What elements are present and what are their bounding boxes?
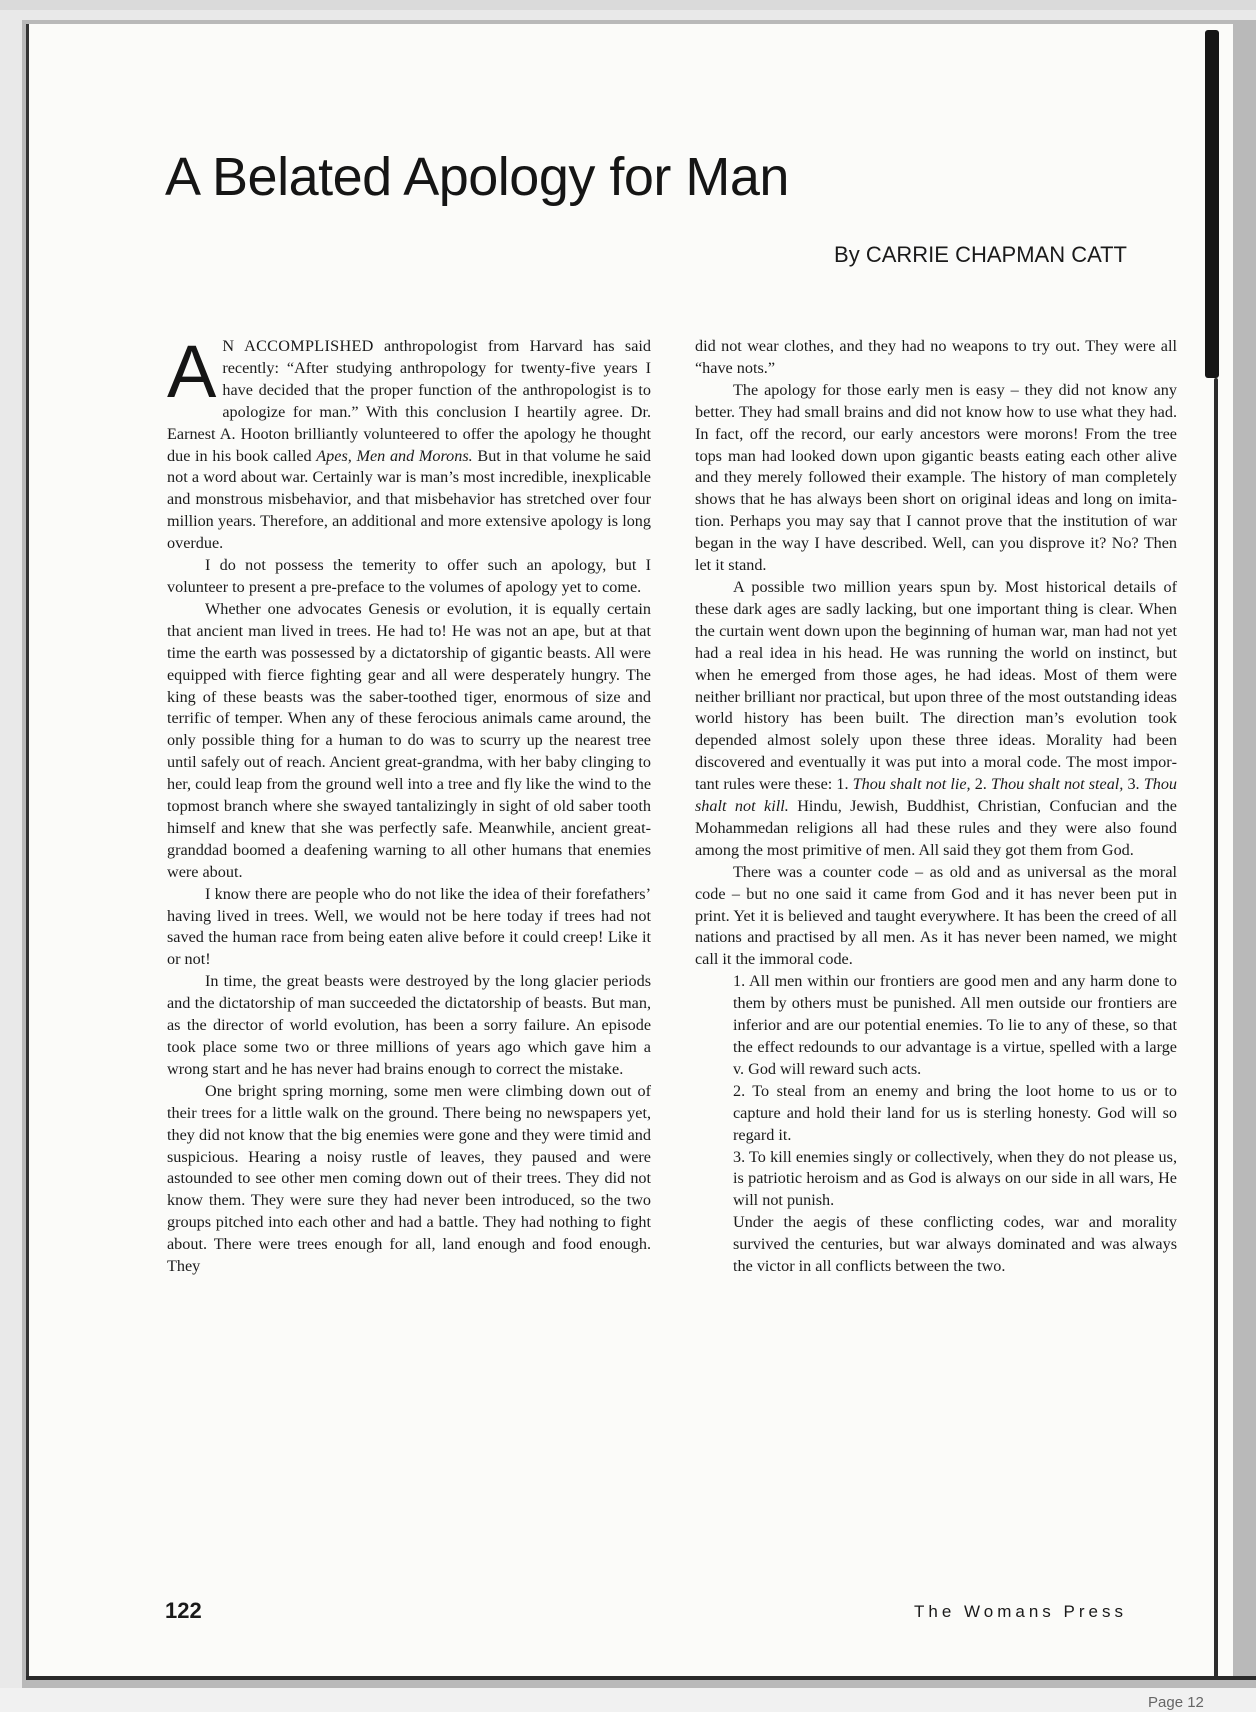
list-item: 2. To steal from an enemy and bring the loot home to us or to capture and hold their land for us is sterling honesty. God will so regard it. [733, 1081, 1177, 1144]
paragraph-text: A possible two million years spun by. Most historical details of these dark ages are sadly lacking, but one important thing is clear. When the curtain went down upon the beginning of human war, man had not yet had a real idea in his head. He was running the world on instinct, but when he emerged from those ages, he had ideas. Most of them were neither brilliant nor practical, but upon three of the most outstanding ideas world history has been built. The direction man’s evolution took depended almost solely upon these three ideas. Morality had been discovered and eventually it was put into a moral code. The most important rules were these: 1. [695, 577, 1177, 794]
list-item: 3. To kill enemies singly or collectively, when they do not please us, is patriotic heroism and as God is always on our side in all wars, He will not punish. [733, 1147, 1177, 1210]
article-byline: By CARRIE CHAPMAN CATT [834, 242, 1127, 267]
rule-italic: Thou shalt not kill. [695, 775, 1178, 816]
paragraph-text: anthropologist from Harvard has said recently: “After studying anthropology for twenty-five years I have decided that the proper function of the anthropologist is to apologize for man.” With this conclusion I heartily agree. Dr. Earnest A. Hooton brilliantly volunteered to offer the apology he thought due in his book called [167, 337, 651, 465]
binding-edge-line [1214, 378, 1218, 1678]
paragraph: I know there are people who do not like the idea of their forefathers’ having lived in trees. Well, we would not be here today if trees had not saved the human race from being eaten alive before it could creep! Like it or not! [167, 884, 651, 969]
paragraph [167, 330, 651, 555]
lead-in-caps: N ACCOMPLISHED [222, 337, 374, 355]
paragraph: I do not possess the temerity to offer such an apology, but I volunteer to present a pre-preface to the volumes of apology yet to come. [167, 556, 651, 596]
paragraph-text: Hindu, Jewish, Buddhist, Christian, Confucian and the Mohammedan religions all had these rules and they were also found among the most primitive of men. All said they got them from God. [695, 797, 1177, 859]
paragraph: The apology for those early men is easy – they did not know any better. They had small brains and did not know how to use what they had. In fact, off the record, our early ancestors were morons! From the tree tops man had looked down upon gigantic beasts eating each other alive and they merely followed their example. The history of man completely shows that he has always been short on original ideas and long on imitation. Perhaps you may say that I cannot prove that the institution of war began in the way I have described. Well, can you disprove it? No? Then let it stand. [695, 380, 1177, 575]
paragraph: Whether one advocates Genesis or evolution, it is equally certain that ancient man lived in trees. He had to! He was not an ape, but at that time the earth was possessed by a dictatorship of gigantic beasts. All were equipped with fierce fighting gear and all were desperately hungry. The king of these beasts was the saber-toothed tiger, enormous of size and terrific of temper. When any of these ferocious animals came around, the only possible thing for a human to do was to scurry up the nearest tree until safely out of reach. Ancient great-grandma, with her baby clinging to her, could leap from the ground well into a tree and fly like the wind to the topmost branch where she swayed tantalizingly in sight of old saber tooth himself and knew that she was perfectly safe. Meanwhile, ancient great-granddad boomed a deafening warning to all other humans that enemies were about. [167, 599, 651, 881]
magazine-page[interactable] [26, 24, 1233, 1678]
page-number: 122 [165, 1598, 202, 1623]
paragraph-text: But in that volume he said not a word about war. Certainly war is man’s most incredible, inexplicable and monstrous misbehavior, and that misbehavior has stretched over four million years. Therefore, an additional and more extensive apology is long overdue. [167, 446, 651, 553]
paragraph: Under the aegis of these conflicting codes, war and morality survived the centuries, but war always dominated and was always the victor in all conflicts between the two. [733, 1213, 1177, 1276]
paragraph: In time, the great beasts were destroyed by the long glacier periods and the dictatorship of man succeeded the dictatorship of beasts. But man, as the director of world evolution, has been a sorry failure. An episode took place some two or three millions of years ago which gave him a wrong start and he has never had brains enough to correct the mistake. [167, 972, 651, 1078]
page-bottom-edge [26, 1676, 1256, 1680]
text-column-left [167, 330, 651, 1278]
binding-edge [1205, 30, 1219, 378]
paragraph-continuation: did not wear clothes, and they had no weapons to try out. They were all “have nots.” [695, 337, 1177, 377]
paragraph: There was a counter code – as old and as universal as the moral code – but no one said it came from God and it has never been put in print. Yet it is believed and taught everywhere. It has been the creed of all nations and practised by all men. As it has never been named, we might call it the immoral code. [695, 862, 1177, 969]
viewer-page-label: Page 12 [1148, 1694, 1204, 1711]
paragraph [695, 577, 1177, 862]
drop-cap: A [167, 330, 217, 413]
paragraph: One bright spring morning, some men were climbing down out of their trees for a little walk on the ground. There being no newspapers yet, they did not know that the big enemies were gone and they were timid and suspicious. Hearing a noisy rustle of leaves, they paused and were astounded to see other men coming down out of their trees. They did not know them. They were sure they had never been introduced, so the two groups pitched into each other and had a battle. They had nothing to fight about. There were trees enough for all, land enough and food enough. They [167, 1081, 651, 1276]
list-item: 1. All men within our frontiers are good men and any harm done to them by others must be punished. All men outside our frontiers are inferior and are our potential enemies. To lie to any of these, so that the effect redounds to our advantage is a virtue, spelled with a large v. God will reward such acts. [733, 972, 1177, 1078]
publication-name: The Womans Press [914, 1602, 1127, 1621]
rule-italic: Thou shalt not lie, [852, 775, 971, 794]
paragraph-text: 3. [1123, 775, 1144, 794]
viewer-footer [0, 1688, 1256, 1712]
viewer-top-bar [0, 0, 1256, 10]
rule-italic: Thou shalt not steal, [990, 775, 1124, 794]
book-title: Apes, Men and Morons. [316, 446, 473, 465]
text-column-right [695, 336, 1177, 1278]
paragraph-text: 2. [970, 775, 991, 794]
article-title: A Belated Apology for Man [165, 147, 789, 207]
